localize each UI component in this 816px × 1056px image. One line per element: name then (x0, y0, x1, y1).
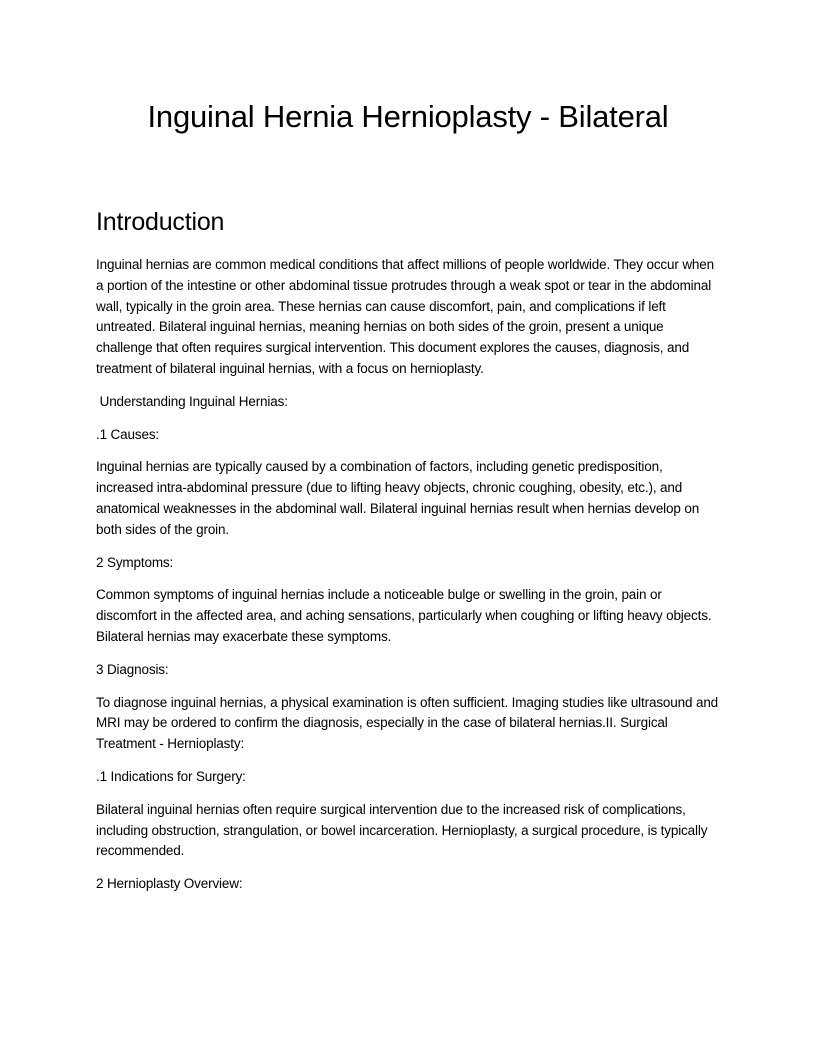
subheading-diagnosis: 3 Diagnosis: (96, 661, 169, 677)
subheading-causes: .1 Causes: (96, 426, 160, 442)
paragraph-symptoms: Common symptoms of inguinal hernias include a noticeable bulge or swelling in the groin, pain or discomfort in the affected area, and aching sensations, particularly when coughing or lifting heavy objects. Bilateral hernias may exacerbate these symptoms. (96, 587, 712, 644)
document-title: Inguinal Hernia Hernioplasty - Bilateral (147, 99, 669, 134)
paragraph-intro: Inguinal hernias are common medical conditions that affect millions of people worldwide. They occur when a portion of the intestine or other abdominal tissue protrudes through a weak spot or tear in the abdominal wall, typically in the groin area. These hernias can cause discomfort, pain, and complications if left untreated. Bilateral inguinal hernias, meaning hernias on both sides of the groin, present a unique challenge that often requires surgical intervention. This document explores the causes, diagnosis, and treatment of bilateral inguinal hernias, with a focus on hernioplasty. (96, 257, 714, 376)
section-heading-introduction: Introduction (96, 208, 225, 236)
paragraph-indications: Bilateral inguinal hernias often require surgical intervention due to the increased risk of complications, including obstruction, strangulation, or bowel incarceration. Hernioplasty, a surgical procedure, is typically recommended. (96, 801, 708, 859)
paragraph-causes: Inguinal hernias are typically caused by a combination of factors, including genetic predisposition, increased intra-abdominal pressure (due to lifting heavy objects, chronic coughing, obesity, etc.), and anatomical weaknesses in the abdominal wall. Bilateral inguinal hernias result when hernias develop on both sides of the groin. (96, 459, 700, 537)
document-body (96, 255, 720, 907)
paragraph-diagnosis: To diagnose inguinal hernias, a physical examination is often sufficient. Imaging studies like ultrasound and MRI may be ordered to confirm the diagnosis, especially in the case of bilateral hernias.II. Surgical Treatment - Hernioplasty: (96, 694, 719, 752)
subheading-hernioplasty-overview: 2 Hernioplasty Overview: (96, 876, 243, 892)
subheading-understanding: Understanding Inguinal Hernias: (96, 393, 288, 409)
subheading-indications: .1 Indications for Surgery: (96, 768, 246, 784)
subheading-symptoms: 2 Symptoms: (96, 554, 174, 570)
